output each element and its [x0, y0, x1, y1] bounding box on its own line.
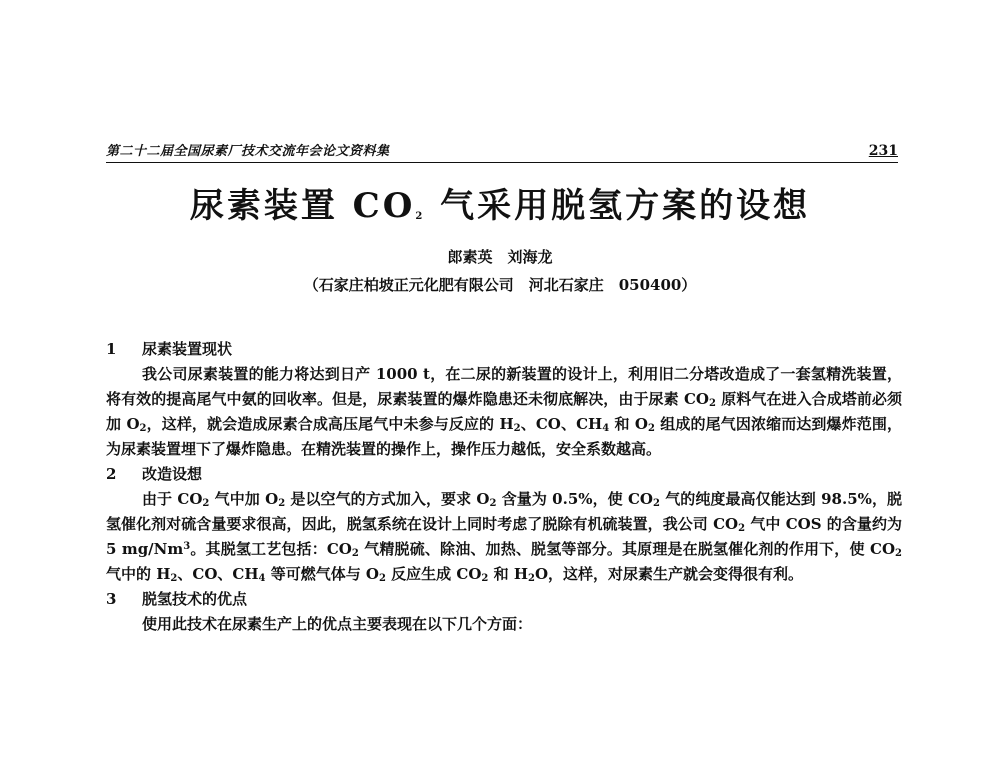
running-header: [106, 140, 898, 163]
affiliation: （石家庄柏坡正元化肥有限公司 河北石家庄 050400）: [303, 276, 697, 294]
section-heading-3: 3 脱氢技术的优点: [106, 590, 248, 608]
section-3-paragraph: 使用此技术在尿素生产上的优点主要表现在以下几个方面：: [142, 615, 533, 633]
paper-body: [106, 337, 902, 637]
series-title: 第二十二届全国尿素厂技术交流年会论文资料集: [106, 144, 390, 159]
section-heading-1: 1 尿素装置现状: [106, 340, 233, 358]
page-number: 231: [868, 143, 898, 159]
section-2-paragraph: 由于 $CO_2$ 气中加 $O_2$ 是以空气的方式加入，要求 $O_2$ 含量为 0.5%，使 $CO_2$ 气的纯度最高仅能达到 98.5%，脱氢催化剂对硫含量要求很高，因此，脱氢系统在设计上同时考虑了脱除有机硫装置，我公司 $CO_2$ 气中 COS 的含量约为 5 mg/Nm$^3$。其脱氢工艺包括：$CO_2$ 气精脱硫、除油、加热、脱氢等部分。其原理是在脱氢催化剂的作用下，使 $CO_2$ 气中的 $H_2$、CO、$CH_4$ 等可燃气体与 $O_2$ 反应生成 $CO_2$ 和 $H_2O$，这样，对尿素生产就会变得很有利。: [106, 490, 903, 584]
authors: 郎素英 刘海龙: [447, 248, 553, 266]
section-1-paragraph: 我公司尿素装置的能力将达到日产 1000 t，在二尿的新装置的设计上，利用旧二分塔改造成了一套氢精洗装置，将有效的提高尾气中氨的回收率。但是，尿素装置的爆炸隐患还未彻底解决，由于尿素 $CO_2$ 原料气在进入合成塔前必须加 $O_2$，这样，就会造成尿素合成高压尾气中未参与反应的 $H_2$、CO、$CH_4$ 和 $O_2$ 组成的尾气因浓缩而达到爆炸范围，为尿素装置埋下了爆炸隐患。在精洗装置的操作上，操作压力越低，安全系数越高。: [106, 365, 902, 458]
paper-title: 尿素装置 $CO_2$ 气采用脱氢方案的设想: [189, 186, 811, 226]
section-heading-2: 2 改造设想: [106, 465, 203, 483]
